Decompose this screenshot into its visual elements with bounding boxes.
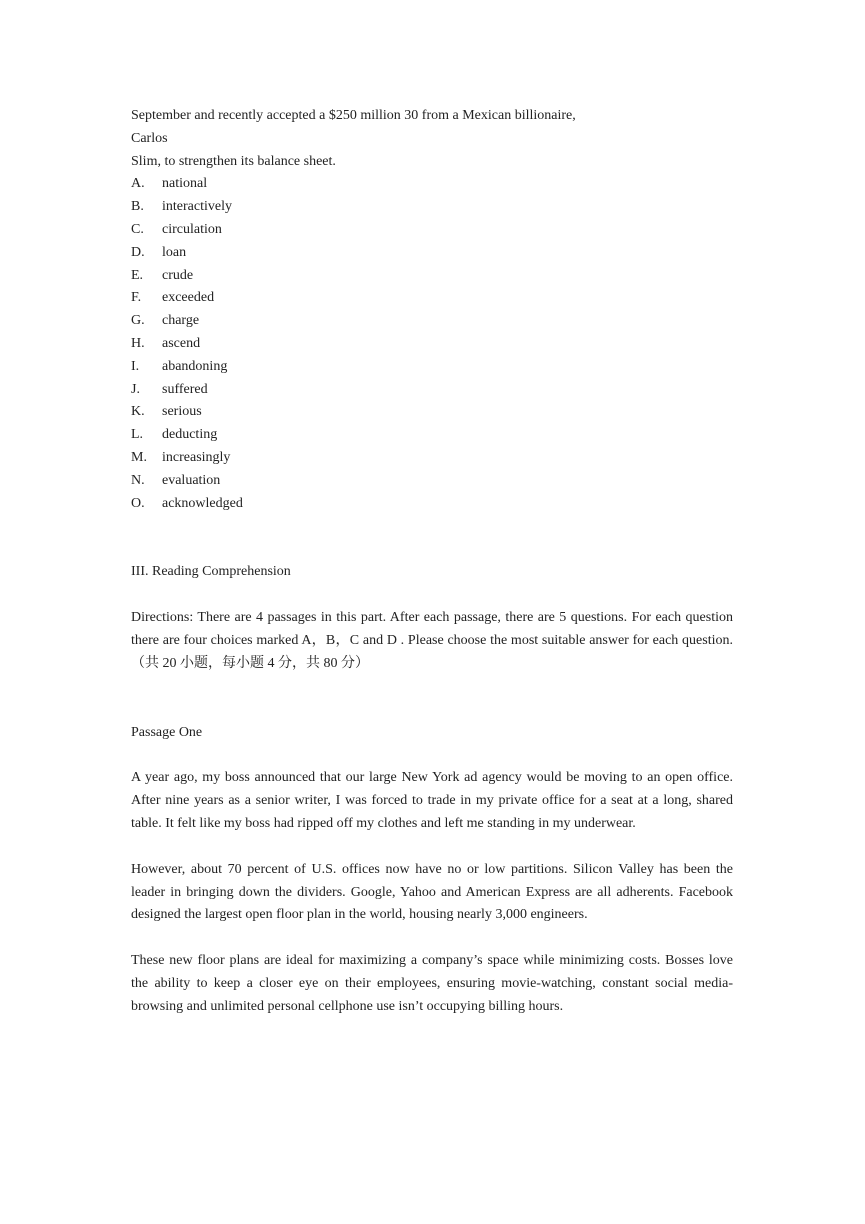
option-word: suffered bbox=[162, 381, 208, 397]
option-h bbox=[131, 333, 733, 356]
option-word: acknowledged bbox=[162, 495, 243, 511]
option-word: charge bbox=[162, 313, 200, 329]
option-letter: H. bbox=[131, 335, 145, 351]
option-l bbox=[131, 424, 733, 447]
document-page bbox=[131, 105, 733, 1019]
option-word: circulation bbox=[162, 221, 222, 237]
option-letter: M. bbox=[131, 449, 147, 465]
passage-paragraph: However, about 70 percent of U.S. offices now have no or low partitions. Silicon Valley has been the leader in bringing down the dividers. Google, Yahoo and American Express are all adherents. Facebook designed the largest open floor plan in the world, housing nearly 3,000 engineers. bbox=[131, 861, 733, 923]
option-letter: E. bbox=[131, 267, 144, 283]
option-b bbox=[131, 196, 733, 219]
option-letter: A. bbox=[131, 176, 145, 192]
option-letter: C. bbox=[131, 221, 144, 237]
option-word: serious bbox=[162, 404, 202, 420]
option-j bbox=[131, 379, 733, 402]
option-word: evaluation bbox=[162, 472, 221, 488]
section-heading: III. Reading Comprehension bbox=[131, 564, 291, 580]
option-word: deducting bbox=[162, 427, 218, 443]
option-k bbox=[131, 401, 733, 424]
option-f bbox=[131, 287, 733, 310]
option-letter: J. bbox=[131, 381, 140, 397]
option-i bbox=[131, 356, 733, 379]
option-word: abandoning bbox=[162, 358, 228, 374]
word-bank bbox=[131, 173, 733, 515]
intro-line-3: Slim, to strengthen its balance sheet. bbox=[131, 153, 336, 169]
option-o bbox=[131, 493, 733, 516]
option-word: interactively bbox=[162, 199, 232, 215]
intro-line-1: September and recently accepted a $250 million 30 from a Mexican billionaire, bbox=[131, 108, 576, 123]
option-word: loan bbox=[162, 244, 187, 260]
option-n bbox=[131, 470, 733, 493]
option-word: increasingly bbox=[162, 449, 231, 465]
option-letter: F. bbox=[131, 290, 142, 306]
intro-line-2: Carlos bbox=[131, 130, 168, 146]
option-letter: L. bbox=[131, 427, 144, 443]
option-letter: I. bbox=[131, 358, 140, 374]
option-word: crude bbox=[162, 267, 194, 283]
option-c bbox=[131, 219, 733, 242]
section-directions: Directions: There are 4 passages in this part. After each passage, there are 5 questions. For each question there are four choices marked A，B，C and D . Please choose the most suitable answer for each question. （共 20 小题，每小题 4 分，共 80 分） bbox=[131, 610, 733, 671]
passage-paragraph: A year ago, my boss announced that our large New York ad agency would be moving to an open office. After nine years as a senior writer, I was forced to trade in my private office for a seat at a long, shared table. It felt like my boss had ripped off my clothes and left me standing in my underwear. bbox=[131, 770, 733, 831]
option-g bbox=[131, 310, 733, 333]
option-word: national bbox=[162, 176, 208, 192]
option-a bbox=[131, 173, 733, 196]
option-letter: B. bbox=[131, 199, 144, 215]
option-word: exceeded bbox=[162, 290, 215, 306]
option-letter: D. bbox=[131, 244, 145, 260]
option-m bbox=[131, 447, 733, 470]
passage-title: Passage One bbox=[131, 724, 203, 740]
option-d bbox=[131, 242, 733, 265]
option-letter: K. bbox=[131, 404, 145, 420]
option-letter: N. bbox=[131, 472, 145, 488]
option-e bbox=[131, 265, 733, 288]
option-letter: O. bbox=[131, 495, 145, 511]
option-word: ascend bbox=[162, 335, 201, 351]
option-letter: G. bbox=[131, 313, 145, 329]
passage-paragraph: These new floor plans are ideal for maximizing a company’s space while minimizing costs. Bosses love the ability to keep a closer eye on their employees, ensuring movie-watching, constant social media-browsing and unlimited personal cellphone use isn’t occupying billing hours. bbox=[131, 953, 733, 1014]
